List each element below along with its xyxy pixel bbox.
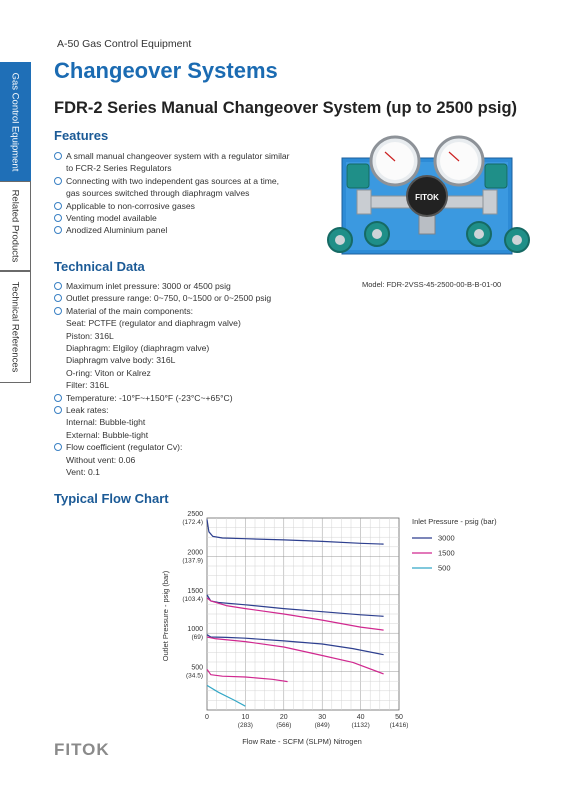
bullet-icon xyxy=(54,406,62,414)
x-tick-label: 50 xyxy=(395,714,403,721)
list-item-text: Material of the main components: xyxy=(66,305,194,316)
x-tick-sublabel: (1132) xyxy=(351,722,370,729)
x-tick-label: 20 xyxy=(279,714,288,721)
list-item xyxy=(54,392,271,404)
list-subitem: Seat: PCTFE (regulator and diaphragm valve) xyxy=(66,318,241,329)
list-subitem: Vent: 0.1 xyxy=(66,467,100,478)
list-item-text: to FCR-2 Series Regulators xyxy=(66,163,172,174)
bullet-icon xyxy=(54,152,62,160)
legend-label: 1500 xyxy=(438,548,455,558)
tab-related-products[interactable] xyxy=(0,181,31,271)
bullet-icon xyxy=(54,307,62,315)
list-item-text: Anodized Aluminium panel xyxy=(66,225,168,236)
tab-label: Gas Control Equipment xyxy=(9,72,21,171)
x-tick-label: 0 xyxy=(205,714,209,721)
list-item xyxy=(54,150,290,175)
x-axis-label: Flow Rate - SCFM (SLPM) Nitrogen xyxy=(242,737,362,746)
series-line-3000 xyxy=(207,635,384,655)
page-title: Changeover Systems xyxy=(54,58,278,83)
page-subtitle: FDR-2 Series Manual Changeover System (up to 2500 psig) xyxy=(54,99,518,117)
x-tick-sublabel: (566) xyxy=(276,722,292,729)
list-item-text: gas sources switched through diaphragm valves xyxy=(66,188,250,199)
list-item xyxy=(54,200,290,212)
list-item xyxy=(54,175,290,200)
list-subitem: Without vent: 0.06 xyxy=(66,454,136,465)
flow-chart xyxy=(155,508,565,753)
y-tick-sublabel: (172.4) xyxy=(182,519,203,526)
chart-legend xyxy=(412,534,455,573)
x-tick-label: 10 xyxy=(241,714,250,721)
legend-label: 500 xyxy=(438,563,451,573)
legend-label: 3000 xyxy=(438,533,455,543)
chart-series xyxy=(207,520,384,707)
list-item xyxy=(54,212,290,224)
y-tick-sublabel: (137.9) xyxy=(182,557,203,565)
list-subitem: Filter: 316L xyxy=(66,380,109,391)
list-item-text: Connecting with two independent gas sources at a time, xyxy=(66,175,280,186)
tab-label: Related Products xyxy=(9,189,21,263)
x-tick-sublabel: (849) xyxy=(314,722,330,729)
y-tick-sublabel: (69) xyxy=(191,634,203,642)
y-tick-label: 500 xyxy=(191,664,203,672)
list-item-text: Temperature: -10°F~+150°F (-23°C~+65°C) xyxy=(66,392,233,403)
tab-technical-references[interactable] xyxy=(0,271,31,383)
list-item xyxy=(54,224,290,236)
list-item-text: Maximum inlet pressure: 3000 or 4500 psig xyxy=(66,281,231,291)
list-item-text: Leak rates: xyxy=(66,405,109,416)
y-tick-sublabel: (34.5) xyxy=(186,672,203,680)
list-subitem: Piston: 316L xyxy=(66,330,114,341)
tab-gas-control-equipment[interactable] xyxy=(0,62,31,181)
bullet-icon xyxy=(54,226,62,234)
photo-caption: Model: FDR-2VSS-45-2500-00-B-B-01-00 xyxy=(362,280,502,289)
list-subitem: External: Bubble-tight xyxy=(66,429,149,440)
y-tick-label: 2500 xyxy=(187,511,203,518)
series-line-3000 xyxy=(207,520,384,545)
product-photo xyxy=(317,124,544,274)
y-tick-label: 2000 xyxy=(187,549,203,557)
bullet-icon xyxy=(54,294,62,302)
x-tick-sublabel: (283) xyxy=(237,722,253,729)
technical-data-list xyxy=(54,280,271,479)
list-item-text: A small manual changeover system with a regulator similar xyxy=(66,151,290,161)
side-tabs xyxy=(0,62,31,383)
y-axis-label: Outlet Pressure - psig (bar) xyxy=(161,570,170,662)
list-subitem: Internal: Bubble-tight xyxy=(66,417,146,428)
list-subitem: Diaphragm: Elgiloy (diaphragm valve) xyxy=(66,343,210,354)
page-ref: A-50 Gas Control Equipment xyxy=(57,38,192,50)
chart-heading: Typical Flow Chart xyxy=(54,491,169,506)
flow-chart-svg xyxy=(155,508,565,753)
bullet-icon xyxy=(54,177,62,185)
list-item-text: Outlet pressure range: 0~750, 0~1500 or 0~2500 psig xyxy=(66,293,272,304)
list-item xyxy=(54,305,271,392)
list-item xyxy=(54,292,271,304)
chart-grid xyxy=(207,518,399,710)
tab-label: Technical References xyxy=(9,281,21,373)
legend-title: Inlet Pressure - psig (bar) xyxy=(412,517,497,526)
y-tick-sublabel: (103.4) xyxy=(182,595,203,603)
series-line-1500 xyxy=(207,669,288,681)
list-item xyxy=(54,404,271,441)
fitok-logo: FITOK xyxy=(54,740,110,759)
y-tick-label: 1000 xyxy=(187,626,203,634)
list-item xyxy=(54,280,271,292)
bullet-icon xyxy=(54,282,62,290)
features-list xyxy=(54,150,290,237)
list-item-text: Flow coefficient (regulator Cv): xyxy=(66,442,183,453)
bullet-icon xyxy=(54,214,62,222)
list-subitem: O-ring: Viton or Kalrez xyxy=(66,367,151,378)
x-tick-label: 40 xyxy=(356,714,365,721)
technical-data-heading: Technical Data xyxy=(54,259,145,274)
bullet-icon xyxy=(54,394,62,402)
list-item xyxy=(54,441,271,478)
list-subitem: Diaphragm valve body: 316L xyxy=(66,355,176,366)
x-tick-sublabel: (1416) xyxy=(389,722,409,729)
series-line-3000 xyxy=(207,595,384,617)
y-tick-label: 1500 xyxy=(187,587,203,595)
bullet-icon xyxy=(54,202,62,210)
bullet-icon xyxy=(54,443,62,451)
panel-brand: FITOK xyxy=(415,193,439,202)
series-line-1500 xyxy=(207,637,384,674)
list-item-text: Applicable to non-corrosive gases xyxy=(66,200,195,211)
features-heading: Features xyxy=(54,128,109,143)
x-tick-label: 30 xyxy=(318,714,327,721)
changeover-system-illustration xyxy=(317,124,544,274)
list-item-text: Venting model available xyxy=(66,213,157,224)
